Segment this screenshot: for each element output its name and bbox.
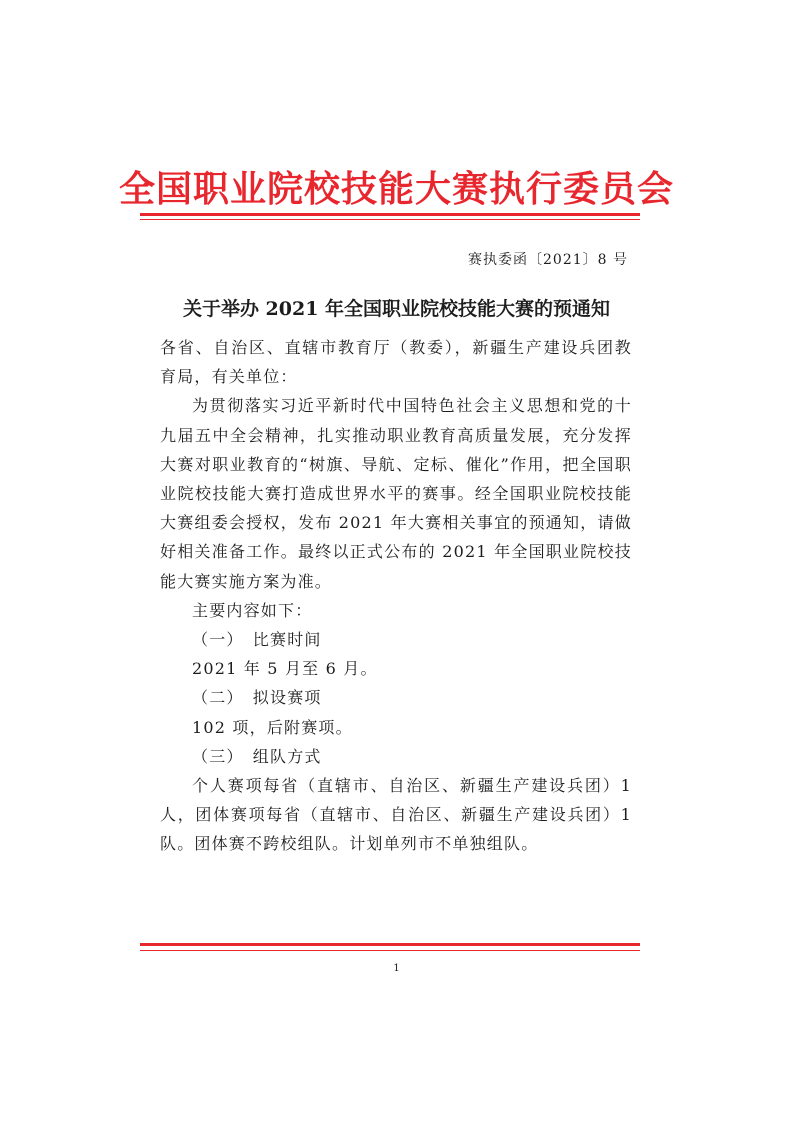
document-body: [160, 333, 632, 859]
addressee: 各省、自治区、直辖市教育厅（教委），新疆生产建设兵团教育局，有关单位：: [160, 338, 632, 387]
intro-paragraph: 为贯彻落实习近平新时代中国特色社会主义思想和党的十九届五中全会精神，扎实推动职业教育高质量发展，充分发挥大赛对职业教育的“树旗、导航、定标、催化”作用，把全国职业院校技能大赛打造成世界水平的赛事。经全国职业院校技能大赛组委会授权，发布 2021 年大赛相关事宜的预通知，请做好相关准备工作。最终以正式公布的 2021 年全国职业院校技能大赛实施方案为准。: [160, 396, 632, 591]
section-heading: （二） 拟设赛项: [192, 688, 322, 708]
page-number: 1: [393, 963, 400, 974]
contents-intro: 主要内容如下：: [192, 600, 313, 620]
section-content: 个人赛项每省（直辖市、自治区、新疆生产建设兵团）1 人，团体赛项每省（直辖市、自治区、新疆生产建设兵团）1 队。团体赛不跨校组队。计划单列市不单独组队。: [160, 776, 632, 854]
section-content: 102 项，后附赛项。: [192, 717, 353, 737]
document-title: 关于举办 2021 年全国职业院校技能大赛的预通知: [182, 298, 611, 320]
header-rule-thick: [140, 213, 640, 216]
header-rule-thin: [140, 219, 640, 220]
organization-header: 全国职业院校技能大赛执行委员会: [118, 169, 674, 210]
section-heading: （一） 比赛时间: [192, 630, 322, 650]
footer-rule-thick: [140, 943, 640, 946]
section-heading: （三） 组队方式: [192, 746, 322, 766]
footer-rule-thin: [140, 950, 640, 951]
section-content: 2021 年 5 月至 6 月。: [192, 659, 378, 679]
document-number: 赛执委函〔2021〕8 号: [468, 252, 628, 268]
